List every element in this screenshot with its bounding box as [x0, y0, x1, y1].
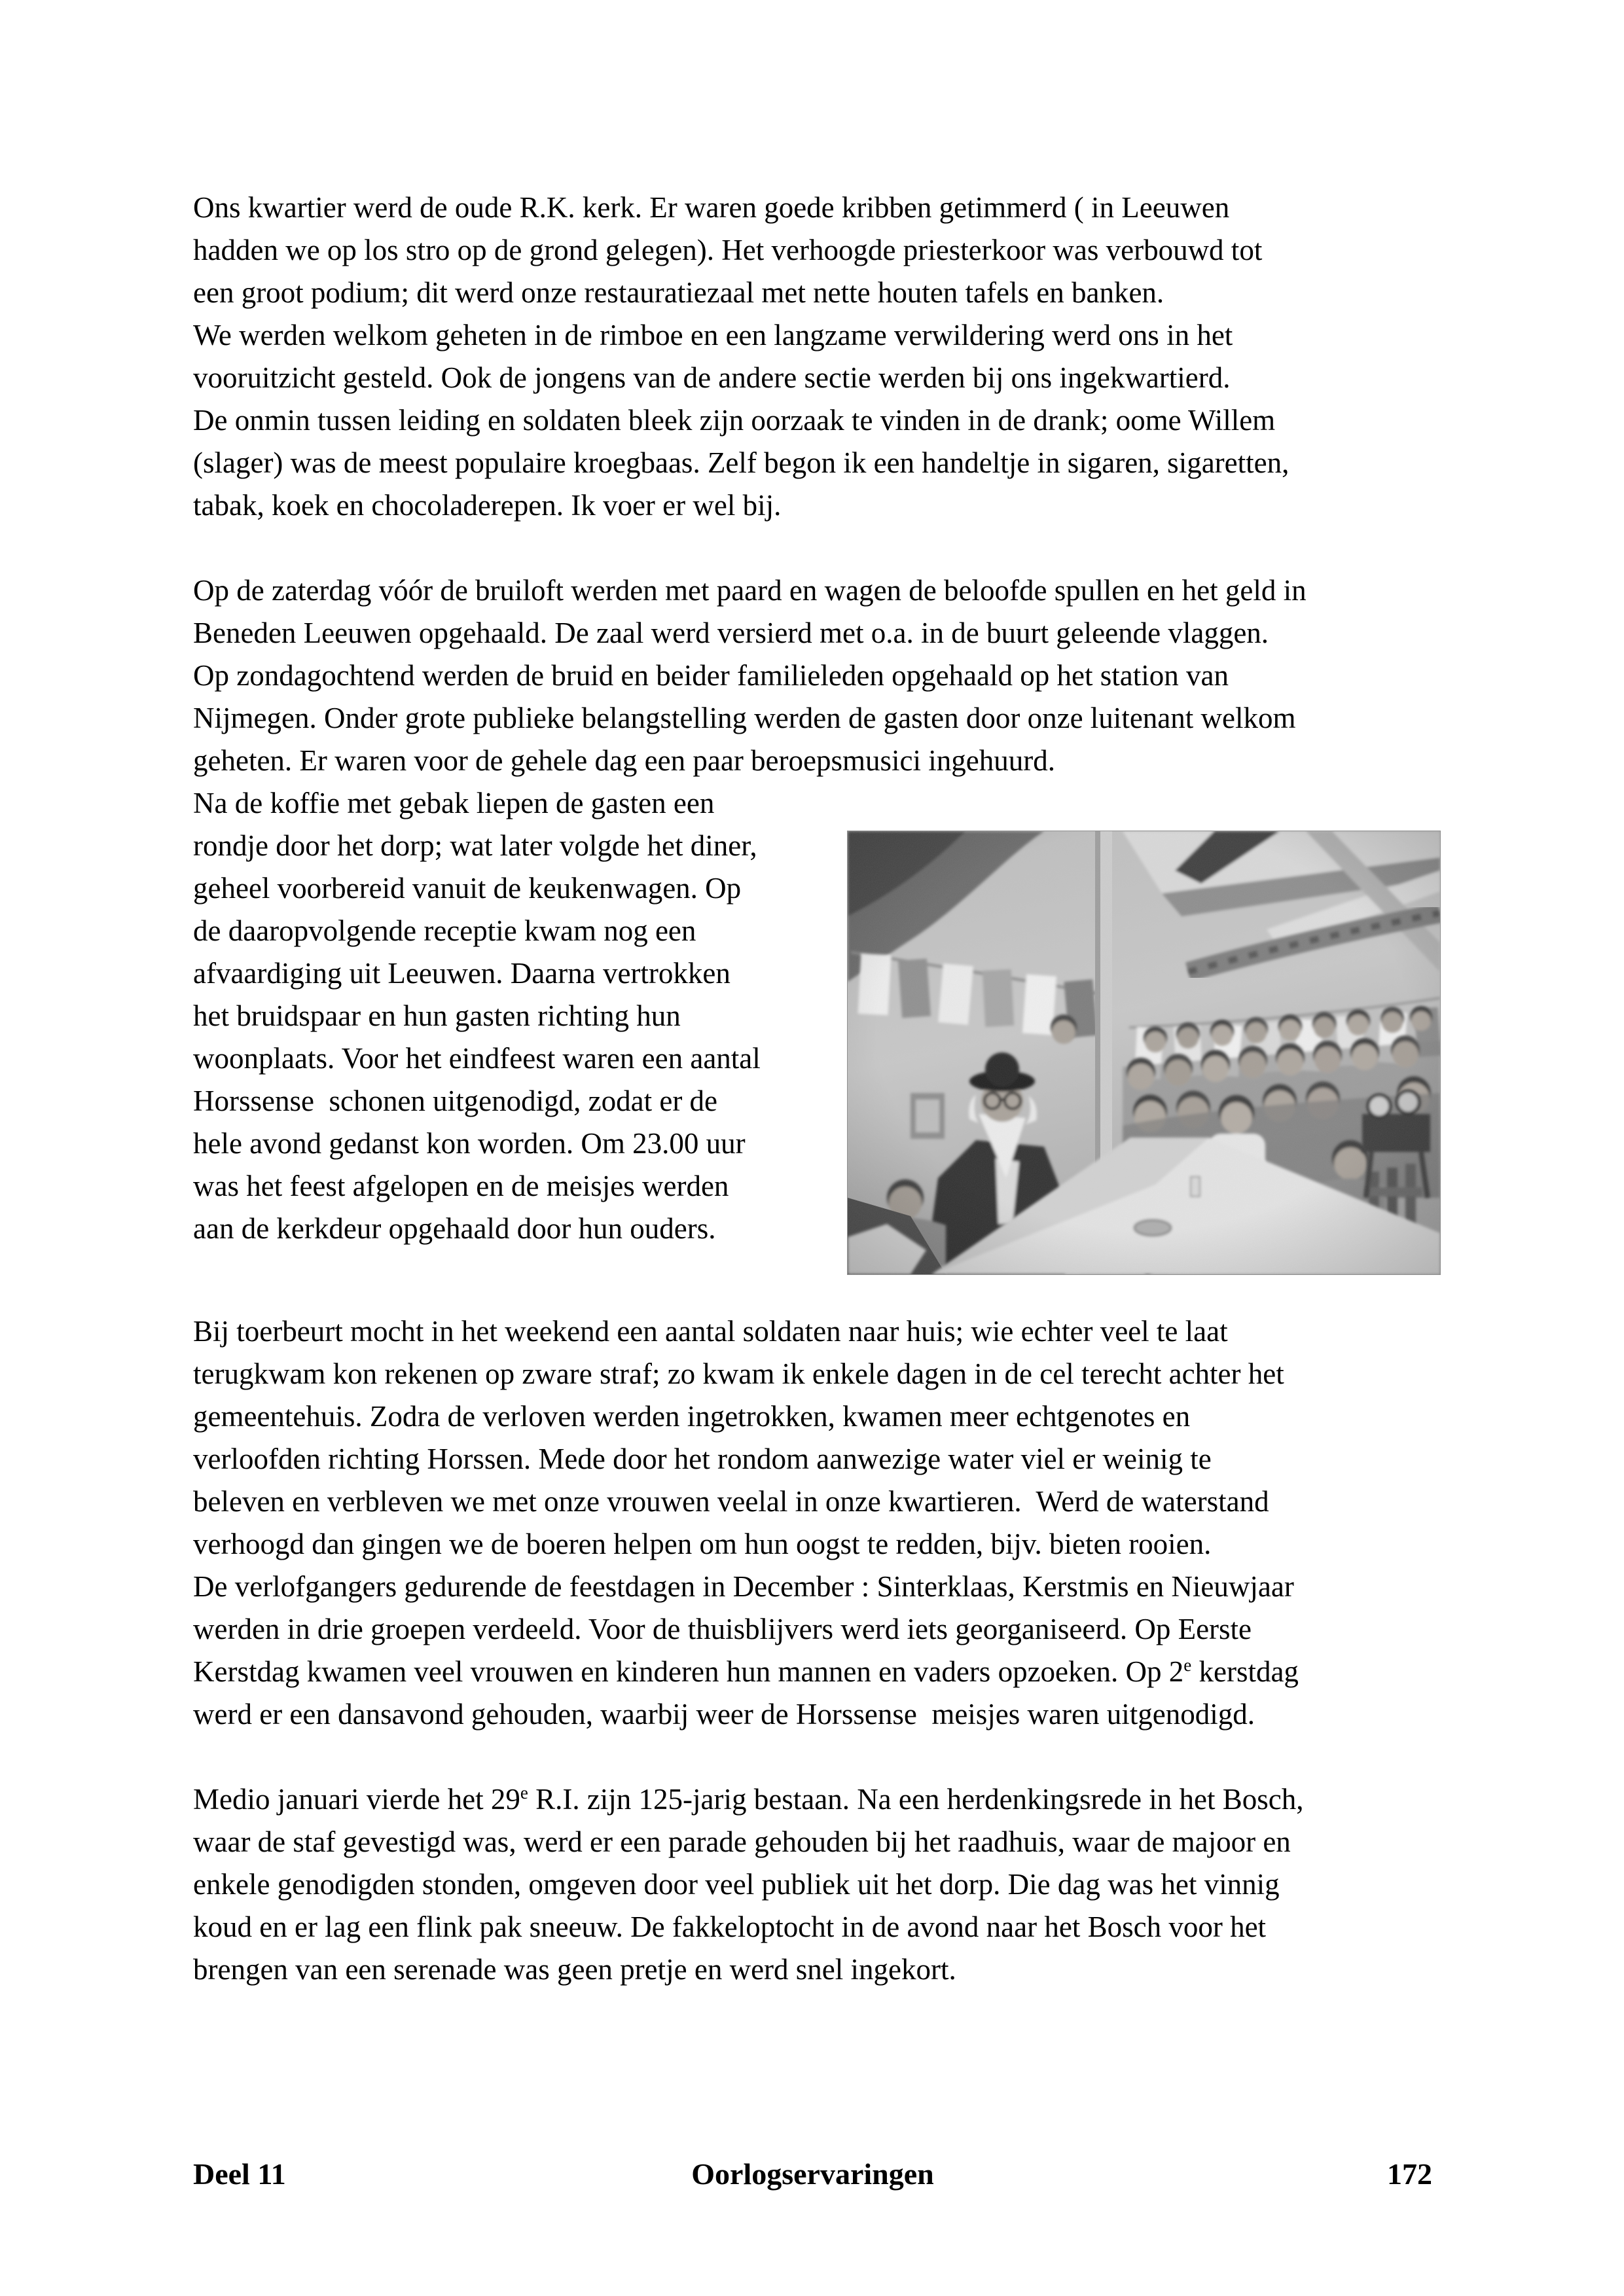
text-line: koud en er lag een flink pak sneeuw. De fakkeloptocht in de avond naar het Bosch voor het — [193, 1910, 1267, 1943]
page-number: 172 — [1387, 2157, 1432, 2191]
text-line: (slager) was de meest populaire kroegbaas. Zelf begon ik een handeltje in sigaren, sigaretten, — [193, 446, 1290, 479]
paragraph-4 — [193, 1310, 1437, 1736]
text-line: geheten. Er waren voor de gehele dag een paar beroepsmusici ingehuurd. — [193, 744, 1055, 777]
footer-part-label: Deel 11 — [193, 2157, 286, 2191]
paragraph-1 — [193, 187, 1437, 527]
text-line: Kerstdag kwamen veel vrouwen en kinderen hun mannen en vaders opzoeken. Op 2e kerstdag — [193, 1655, 1299, 1688]
text-line: gemeentehuis. Zodra de verloven werden ingetrokken, kwamen meer echtgenotes en — [193, 1400, 1191, 1433]
text-line: waar de staf gevestigd was, werd er een parade gehouden bij het raadhuis, waar de majoor en — [193, 1825, 1291, 1858]
text-line: brengen van een serenade was geen pretje en werd snel ingekort. — [193, 1953, 956, 1986]
text-line: beleven en verbleven we met onze vrouwen veelal in onze kwartieren. Werd de waterstand — [193, 1485, 1269, 1518]
text-line: Bij toerbeurt mocht in het weekend een aantal soldaten naar huis; wie echter veel te laat — [193, 1315, 1228, 1348]
text-line: het bruidspaar en hun gasten richting hun — [193, 999, 681, 1032]
text-line: werd er een dansavond gehouden, waarbij weer de Horssense meisjes waren uitgenodigd. — [193, 1698, 1255, 1731]
text-line: vooruitzicht gesteld. Ook de jongens van de andere sectie werden bij ons ingekwartierd. — [193, 361, 1231, 394]
text-line: De onmin tussen leiding en soldaten bleek zijn oorzaak te vinden in de drank; oome Willem — [193, 404, 1276, 437]
text-line: hadden we op los stro op de grond gelegen). Het verhoogde priesterkoor was verbouwd tot — [193, 234, 1263, 266]
text-line: tabak, koek en chocoladerepen. Ik voer er wel bij. — [193, 489, 782, 522]
superscript: e — [1183, 1655, 1192, 1675]
text-line: Na de koffie met gebak liepen de gasten een — [193, 787, 715, 819]
text-line: woonplaats. Voor het eindfeest waren een aantal — [193, 1042, 761, 1075]
footer-title: Oorlogservaringen — [691, 2157, 934, 2191]
text-line: een groot podium; dit werd onze restauratiezaal met nette houten tafels en banken. — [193, 276, 1164, 309]
text-line: Beneden Leeuwen opgehaald. De zaal werd versierd met o.a. in de buurt geleende vlaggen. — [193, 617, 1269, 649]
paragraph-5 — [193, 1778, 1437, 1991]
text-line: verhoogd dan gingen we de boeren helpen om hun oogst te redden, bijv. bieten rooien. — [193, 1528, 1212, 1560]
text-line: Medio januari vierde het 29e R.I. zijn 125-jarig bestaan. Na een herdenkingsrede in het Bosch, — [193, 1783, 1304, 1816]
text-line: enkele genodigden stonden, omgeven door veel publiek uit het dorp. Die dag was het vinnig — [193, 1868, 1280, 1901]
text-line: We werden welkom geheten in de rimboe en een langzame verwildering werd ons in het — [193, 319, 1233, 351]
text-line: De verlofgangers gedurende de feestdagen in December : Sinterklaas, Kerstmis en Nieuwjaar — [193, 1570, 1294, 1603]
text-line: was het feest afgelopen en de meisjes werden — [193, 1170, 729, 1202]
text-line: Op de zaterdag vóór de bruiloft werden met paard en wagen de beloofde spullen en het geld in — [193, 574, 1307, 607]
text-line: verloofden richting Horssen. Mede door het rondom aanwezige water viel er weinig te — [193, 1443, 1212, 1475]
text-line: Horssense schonen uitgenodigd, zodat er de — [193, 1085, 718, 1117]
text-line: Ons kwartier werd de oude R.K. kerk. Er waren goede kribben getimmerd ( in Leeuwen — [193, 191, 1230, 224]
text-line: aan de kerkdeur opgehaald door hun ouders. — [193, 1212, 716, 1245]
text-line: hele avond gedanst kon worden. Om 23.00 uur — [193, 1127, 746, 1160]
wedding-party-photo-graphic — [848, 831, 1440, 1274]
superscript: e — [520, 1783, 528, 1803]
text-line: geheel voorbereid vanuit de keukenwagen. Op — [193, 872, 742, 905]
text-line: Nijmegen. Onder grote publieke belangstelling werden de gasten door onze luitenant welkom — [193, 702, 1296, 734]
paragraph-break — [193, 1736, 1437, 1778]
page-footer — [193, 2155, 1432, 2194]
text-line: afvaardiging uit Leeuwen. Daarna vertrokken — [193, 957, 731, 990]
text-line: Op zondagochtend werden de bruid en beider familieleden opgehaald op het station van — [193, 659, 1229, 692]
paragraph-2 — [193, 569, 1437, 782]
text-line: werden in drie groepen verdeeld. Voor de thuisblijvers werd iets georganiseerd. Op Eerste — [193, 1613, 1252, 1645]
text-line: terugkwam kon rekenen op zware straf; zo kwam ik enkele dagen in de cel terecht achter het — [193, 1357, 1284, 1390]
wedding-party-photo — [848, 831, 1440, 1274]
text-line: de daaropvolgende receptie kwam nog een — [193, 914, 696, 947]
photo-grain — [848, 831, 1440, 1274]
text-line: rondje door het dorp; wat later volgde het diner, — [193, 829, 757, 862]
paragraph-break — [193, 527, 1437, 569]
